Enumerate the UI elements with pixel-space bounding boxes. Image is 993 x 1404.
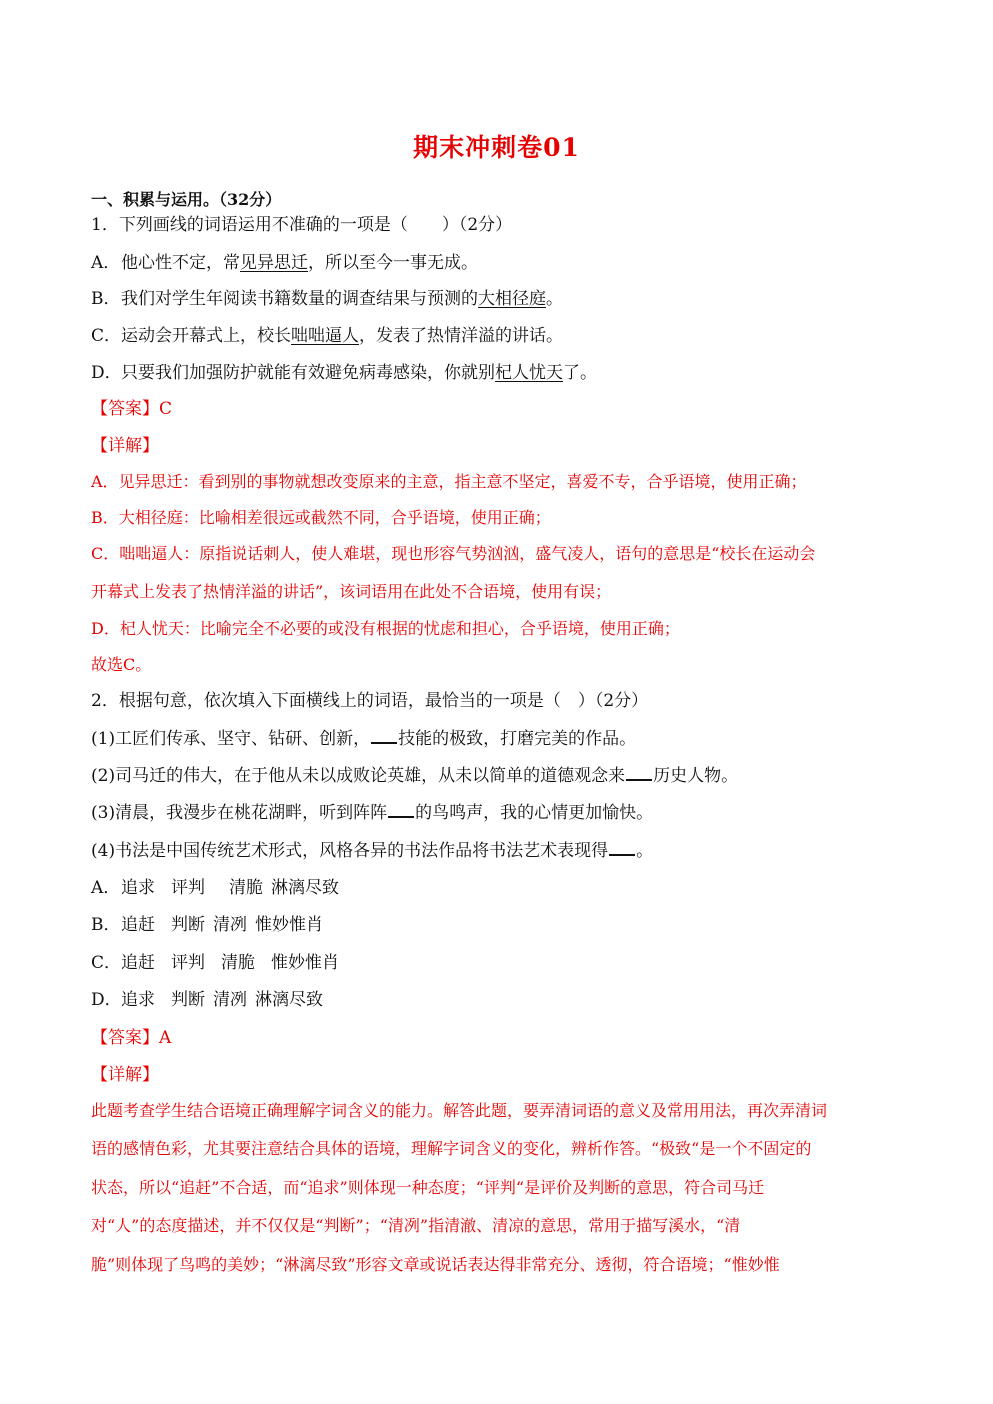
answer-label: 【答案】: [91, 399, 159, 419]
option-letter: A．: [91, 253, 121, 273]
page-title: 期末冲刺卷01: [413, 133, 580, 162]
option-word: 淋漓尽致: [271, 878, 339, 898]
q2-option-a: [91, 876, 339, 900]
fill-blank: [609, 840, 635, 856]
answer-value: A: [159, 1028, 172, 1048]
q2-explanation-line: 此题考查学生结合语境正确理解字词含义的能力。解答此题，要弄清词语的意义及常用用法，再次弄清词: [91, 1101, 828, 1120]
q1-option-d: [91, 361, 597, 385]
q1-explanation-line: A．见异思迁：看到别的事物就想改变原来的主意，指主意不坚定，喜爱不专，合乎语境，使用正确；: [91, 472, 807, 491]
option-letter: D．: [91, 990, 122, 1010]
option-text: 我们对学生年阅读书籍数量的调查结果与预测的: [121, 289, 478, 309]
q1-option-a: [91, 251, 478, 275]
q2-option-d: [91, 988, 323, 1012]
option-letter: D．: [91, 363, 122, 383]
option-text: 了。: [563, 363, 597, 383]
option-word: 惟妙惟肖: [271, 953, 339, 973]
q1-explanation-line: 故选C。: [91, 655, 152, 674]
option-word: 清脆: [229, 878, 263, 898]
fill-blank: [626, 765, 652, 781]
q1-option-c: [91, 324, 563, 348]
q1-option-b: [91, 287, 563, 311]
option-letter: A．: [91, 878, 121, 898]
option-word: 追赶: [121, 915, 155, 935]
q1-explanation-line: C．咄咄逼人：原指说话刺人，使人难堪，现也形容气势汹汹，盛气凌人，语句的意思是“校长在运动会: [91, 544, 816, 563]
option-text: 运动会开幕式上，校长: [121, 326, 291, 346]
q1-explanation-line: 开幕式上发表了热情洋溢的讲话”，该词语用在此处不合语境，使用有误；: [91, 582, 612, 601]
option-word: 惟妙惟肖: [255, 915, 323, 935]
underlined-term: 咄咄逼人: [291, 326, 359, 346]
q2-sentence-4: [91, 839, 653, 863]
fill-blank: [371, 728, 397, 744]
option-letter: C．: [91, 953, 122, 973]
option-word: 追赶: [121, 953, 155, 973]
q2-explanation-line: 对“人”的态度描述，并不仅仅是“判断”；“清冽”指清澈、清凉的意思，常用于描写溪水，“清: [91, 1216, 741, 1235]
underlined-term: 大相径庭: [478, 289, 546, 309]
option-word: 评判: [171, 953, 205, 973]
underlined-term: 见异思迁: [240, 253, 308, 273]
q2-sentence-3: [91, 801, 653, 825]
option-text: ，所以至今一事无成。: [308, 253, 478, 273]
sentence-text: (1)工匠们传承、坚守、钻研、创新，: [91, 729, 371, 749]
q2-explanation-line: 语的感情色彩，尤其要注意结合具体的语境，理解字词含义的变化，辨析作答。“极致“是一个不固定的: [91, 1139, 812, 1158]
option-text: 只要我们加强防护就能有效避免病毒感染，你就别: [121, 363, 495, 383]
q2-option-c: [91, 951, 339, 975]
q2-sentence-2: [91, 764, 738, 788]
sentence-text: (2)司马迁的伟大，在于他从未以成败论英雄，从未以简单的道德观念来: [91, 766, 626, 786]
option-word: 判断: [171, 990, 205, 1010]
option-word: 淋漓尽致: [255, 990, 323, 1010]
answer-value: C: [159, 399, 173, 419]
option-word: 判断: [171, 915, 205, 935]
option-text: ，发表了热情洋溢的讲话。: [359, 326, 563, 346]
option-text: 。: [546, 289, 563, 309]
answer-label: 【答案】: [91, 1028, 159, 1048]
underlined-term: 杞人忧天: [495, 363, 563, 383]
sentence-text: (4)书法是中国传统艺术形式，风格各异的书法作品将书法艺术表现得: [91, 841, 609, 861]
sentence-text: 的鸟鸣声，我的心情更加愉快。: [415, 803, 654, 823]
option-letter: C．: [91, 326, 122, 346]
option-word: 追求: [121, 878, 155, 898]
sentence-text: 。: [636, 841, 654, 861]
fill-blank: [388, 802, 414, 818]
sentence-text: (3)清晨，我漫步在桃花湖畔，听到阵阵: [91, 803, 388, 823]
option-word: 清冽: [213, 990, 247, 1010]
q2-stem: 2．根据句意，依次填入下面横线上的词语，最恰当的一项是（ ）（2分）: [91, 691, 649, 711]
option-word: 清脆: [221, 953, 255, 973]
option-letter: B．: [91, 915, 121, 935]
q2-explanation-line: 状态，所以“追赶”不合适，而“追求”则体现一种态度；“评判“是评价及判断的意思，符合司马迁: [91, 1178, 765, 1197]
q1-detail-label: 【详解】: [91, 436, 159, 456]
q2-explanation-line: 脆”则体现了鸟鸣的美妙；“淋漓尽致”形容文章或说话表达得非常充分、透彻，符合语境；“惟妙惟: [91, 1255, 780, 1274]
option-word: 评判: [171, 878, 205, 898]
q2-answer: [91, 1026, 171, 1050]
option-word: 清冽: [213, 915, 247, 935]
sentence-text: 历史人物。: [653, 766, 739, 786]
sentence-text: 技能的极致，打磨完美的作品。: [398, 729, 637, 749]
option-word: 追求: [121, 990, 155, 1010]
section-heading: 一、积累与运用。（32分）: [91, 190, 282, 209]
q1-answer: [91, 397, 172, 421]
q1-explanation-line: D．杞人忧天：比喻完全不必要的或没有根据的忧虑和担心，合乎语境，使用正确；: [91, 619, 680, 638]
q1-stem: 1．下列画线的词语运用不准确的一项是（ ）（2分）: [91, 215, 513, 235]
q2-detail-label: 【详解】: [91, 1065, 159, 1085]
option-letter: B．: [91, 289, 121, 309]
q2-sentence-1: [91, 727, 636, 751]
option-text: 他心性不定，常: [121, 253, 240, 273]
q2-option-b: [91, 913, 323, 937]
q1-explanation-line: B．大相径庭：比喻相差很远或截然不同，合乎语境，使用正确；: [91, 508, 551, 527]
